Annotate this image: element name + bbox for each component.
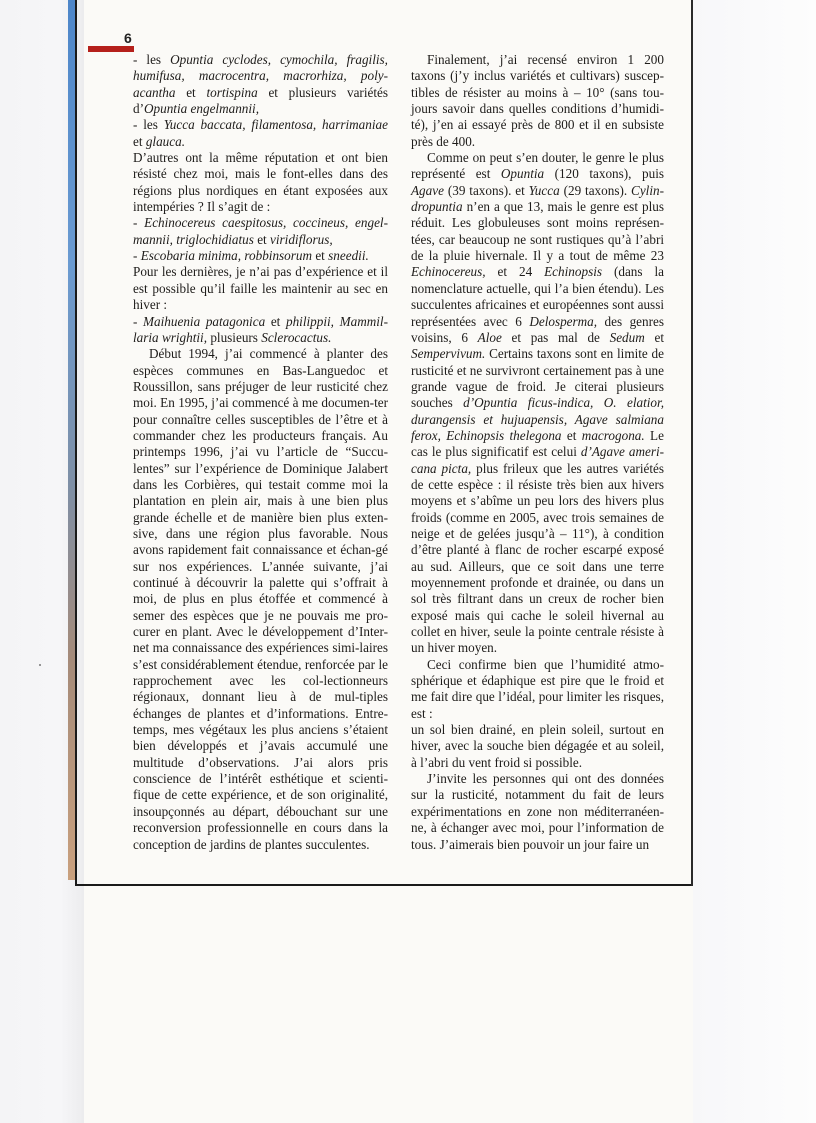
text-run: et: [253, 231, 271, 247]
text-run: - les: [133, 52, 171, 67]
italic-run: Sclerocactus.: [261, 329, 332, 345]
text-run: Comme on peut s’en douter, le genre le plus représenté est: [411, 150, 664, 182]
paragraph: [411, 722, 664, 771]
text-run: des genres voisins, 6: [411, 313, 664, 345]
italic-run: Opuntia engelmannii,: [144, 101, 260, 117]
paragraph: [411, 150, 664, 657]
text-run: -: [133, 313, 144, 329]
paragraph: [411, 52, 664, 150]
scan-background-right: [693, 0, 816, 1123]
scan-color-strip: [68, 0, 75, 880]
paragraph: [133, 52, 388, 117]
text-run: et: [561, 427, 582, 443]
paragraph: [411, 771, 664, 853]
italic-run: viridiflorus,: [270, 231, 333, 247]
text-run: Le cas le plus significatif est celui: [411, 427, 664, 460]
italic-run: Escobaria minima, robbinsorum: [140, 248, 313, 264]
text-run: et: [265, 313, 286, 329]
text-run: Certains taxons sont en limite de rusticité et ne survivront certainement pas à une grande vague de froid. Je citerai plusieurs souches: [411, 346, 664, 411]
italic-run: d’Opuntia ficus-indica, O. elatior, durangensis et hujuapensis, Agave salmiana ferox, Echinopsis thelegona: [411, 395, 664, 443]
italic-run: Yucca baccata, filamentosa, harrimaniae: [163, 117, 388, 133]
text-run: D’autres ont la même réputation et ont bien résisté chez moi, mais le font-elles dans des régions plus nordiques en étant exposées aux intempéries ? Il s’agit de :: [133, 150, 388, 215]
italic-run: Opuntia: [500, 166, 545, 182]
paragraph: [133, 117, 388, 150]
text-run: J’invite les personnes qui ont des données sur la rusticité, notamment du fait de leurs expérimentations en zone non méditerranéen-ne, à échanger avec moi, pour l’information de tous. J’aimerais bien pouvoir un jour faire un: [411, 771, 664, 852]
italic-run: Yucca: [528, 182, 560, 198]
text-run: (39 taxons). et: [443, 182, 529, 198]
italic-run: Echinocereus caespitosus, coccineus, engel-mannii, triglochidiatus: [133, 215, 388, 247]
text-run: (dans la nomenclature actuelle, qui l’a bien étendu). Les succulentes africaines et européennes sont aussi représentées avec 6: [411, 264, 664, 329]
italic-run: philippii, Mammil-laria wrightii,: [133, 313, 388, 345]
text-run: n’en a que 13, mais le genre est plus réduit. Les globuleuses sont moins représen-tées, car beaucoup ne sont rustiques qu’à l’abri de la pluie hivernale. Il y a tout de même 23: [411, 199, 664, 264]
text-run: et: [312, 248, 329, 264]
italic-run: macrogona.: [581, 427, 645, 443]
italic-run: Agave: [411, 182, 444, 198]
italic-run: Aloe: [477, 329, 502, 345]
italic-run: Echinocereus,: [411, 264, 486, 280]
italic-run: Echinopsis: [544, 264, 603, 280]
italic-run: Opuntia cyclodes, cymochila, fragilis, humifusa, macrocentra, macrorhiza, poly-acantha: [133, 52, 388, 100]
page-number: 6: [124, 30, 132, 46]
scan-speck: [39, 664, 41, 666]
italic-run: tortispina: [206, 84, 258, 100]
paragraph: [133, 150, 388, 215]
text-run: et plusieurs variétés d’: [133, 84, 388, 117]
text-run: Finalement, j’ai recensé environ 1 200 taxons (j’y inclus variétés et cultivars) suscep-tibles de résister au moins à – 10° (sans tou-jours savoir dans quelles conditions d’humidi-té), j’en ai essayé près de 800 et il en subsiste près de 400.: [411, 52, 664, 149]
paragraph: [411, 657, 664, 722]
italic-run: Sedum: [609, 329, 645, 345]
text-run: Début 1994, j’ai commencé à planter des espèces communes en Bas-Languedoc et Roussillon, sans préjuger de leur rusticité chez moi. En 1995, j’ai commencé à me documen-ter pour connaître celles susceptibles de l’être et à commander chez les producteurs français. Au printemps 1996, j’ai vu l’article de “Succu-lentes” sur l’expérience de Dominique Jalabert dans les Corbières, qui testait comme moi la plantation en plein air, mais à une bien plus grande échelle et de manière bien plus exten-sive, dans une région plus favorable. Nous avons rapidement fait connaissance et échan-gé sur nos expériences. L’année suivante, j’ai continué à découvrir la palette qui s’offrait à moi, de plus en plus étoffée et commencé à semer des espèces que je ne pouvais me pro-curer en plant. Avec le développement d’Inter-net ma connaissance des expériences simi-laires s’est considérablement étendue, renforcée par le rapprochement avec les col-lectionneurs régionaux, donnant lieu à de mul-tiples échanges de plantes et d’informations. Entre-temps, mes végétaux les plus anciens s’étaient bien développés et j’avais accumulé une multitude d’observations. J’ai alors pris conscience de l’intérêt esthétique et scienti-fique de cette expérience, et de son originalité, insoupçonnés au départ, débouchant sur une reconversion professionnelle en cours dans la conception de jardins de plantes succulentes.: [133, 346, 388, 852]
page-edge-left: [75, 0, 77, 886]
paragraph: [133, 346, 388, 853]
italic-run: Cylin-dropuntia: [411, 182, 664, 215]
text-run: - les: [133, 117, 164, 133]
text-run: (29 taxons).: [559, 182, 632, 198]
text-run: et 24: [485, 264, 545, 280]
paragraph: [133, 264, 388, 313]
italic-run: Sempervivum.: [411, 346, 486, 362]
text-run: -: [133, 248, 141, 264]
text-run: Ceci confirme bien que l’humidité atmo-sphérique et édaphique est pire que le froid et me fait dire que l’idéal, pour limiter les risques, est :: [411, 656, 664, 721]
italic-run: Delosperma,: [529, 313, 598, 329]
italic-run: sneedii.: [328, 248, 369, 264]
text-column-left: [133, 52, 388, 853]
text-run: (120 taxons), puis: [544, 166, 664, 182]
paragraph: [133, 248, 388, 264]
text-run: et: [175, 84, 207, 100]
page-edge-bottom: [75, 884, 693, 886]
text-run: plus frileux que les autres variétés de cette espèce : il résiste très bien aux hivers moyens et s’abîme un peu lors des hivers plus froids (comme en 2005, avec trois semaines de neige et de gelées jusqu’à – 11°), à condition d’être planté à flanc de rocher escarpé exposé au sud. Ailleurs, que ce soit dans une terre moyennement profonde et drainée, ou dans un sol très filtrant dans un creux de rocher bien exposé mais qui cache le soleil hivernal au collet en hiver, seule la pointe centrale résiste à un hiver moyen.: [411, 460, 664, 656]
text-column-right: [411, 52, 664, 853]
text-run: -: [133, 215, 145, 231]
paragraph: [133, 215, 388, 248]
italic-run: d’Agave ameri-cana picta,: [411, 444, 665, 476]
text-run: et pas mal de: [501, 329, 610, 345]
italic-run: Maihuenia patagonica: [143, 313, 266, 329]
text-run: Pour les dernières, je n’ai pas d’expérience et il est possible qu’il faille les maintenir au sec en hiver :: [133, 264, 388, 313]
text-run: et: [133, 133, 146, 149]
text-run: et: [644, 329, 664, 345]
paragraph: [133, 314, 388, 347]
text-run: un sol bien drainé, en plein soleil, surtout en hiver, avec la souche bien dégagée et au soleil, à l’abri du vent froid si possible.: [411, 722, 664, 770]
italic-run: glauca.: [145, 133, 186, 149]
text-run: plusieurs: [207, 329, 262, 345]
page-number-accent-bar: [88, 46, 134, 52]
